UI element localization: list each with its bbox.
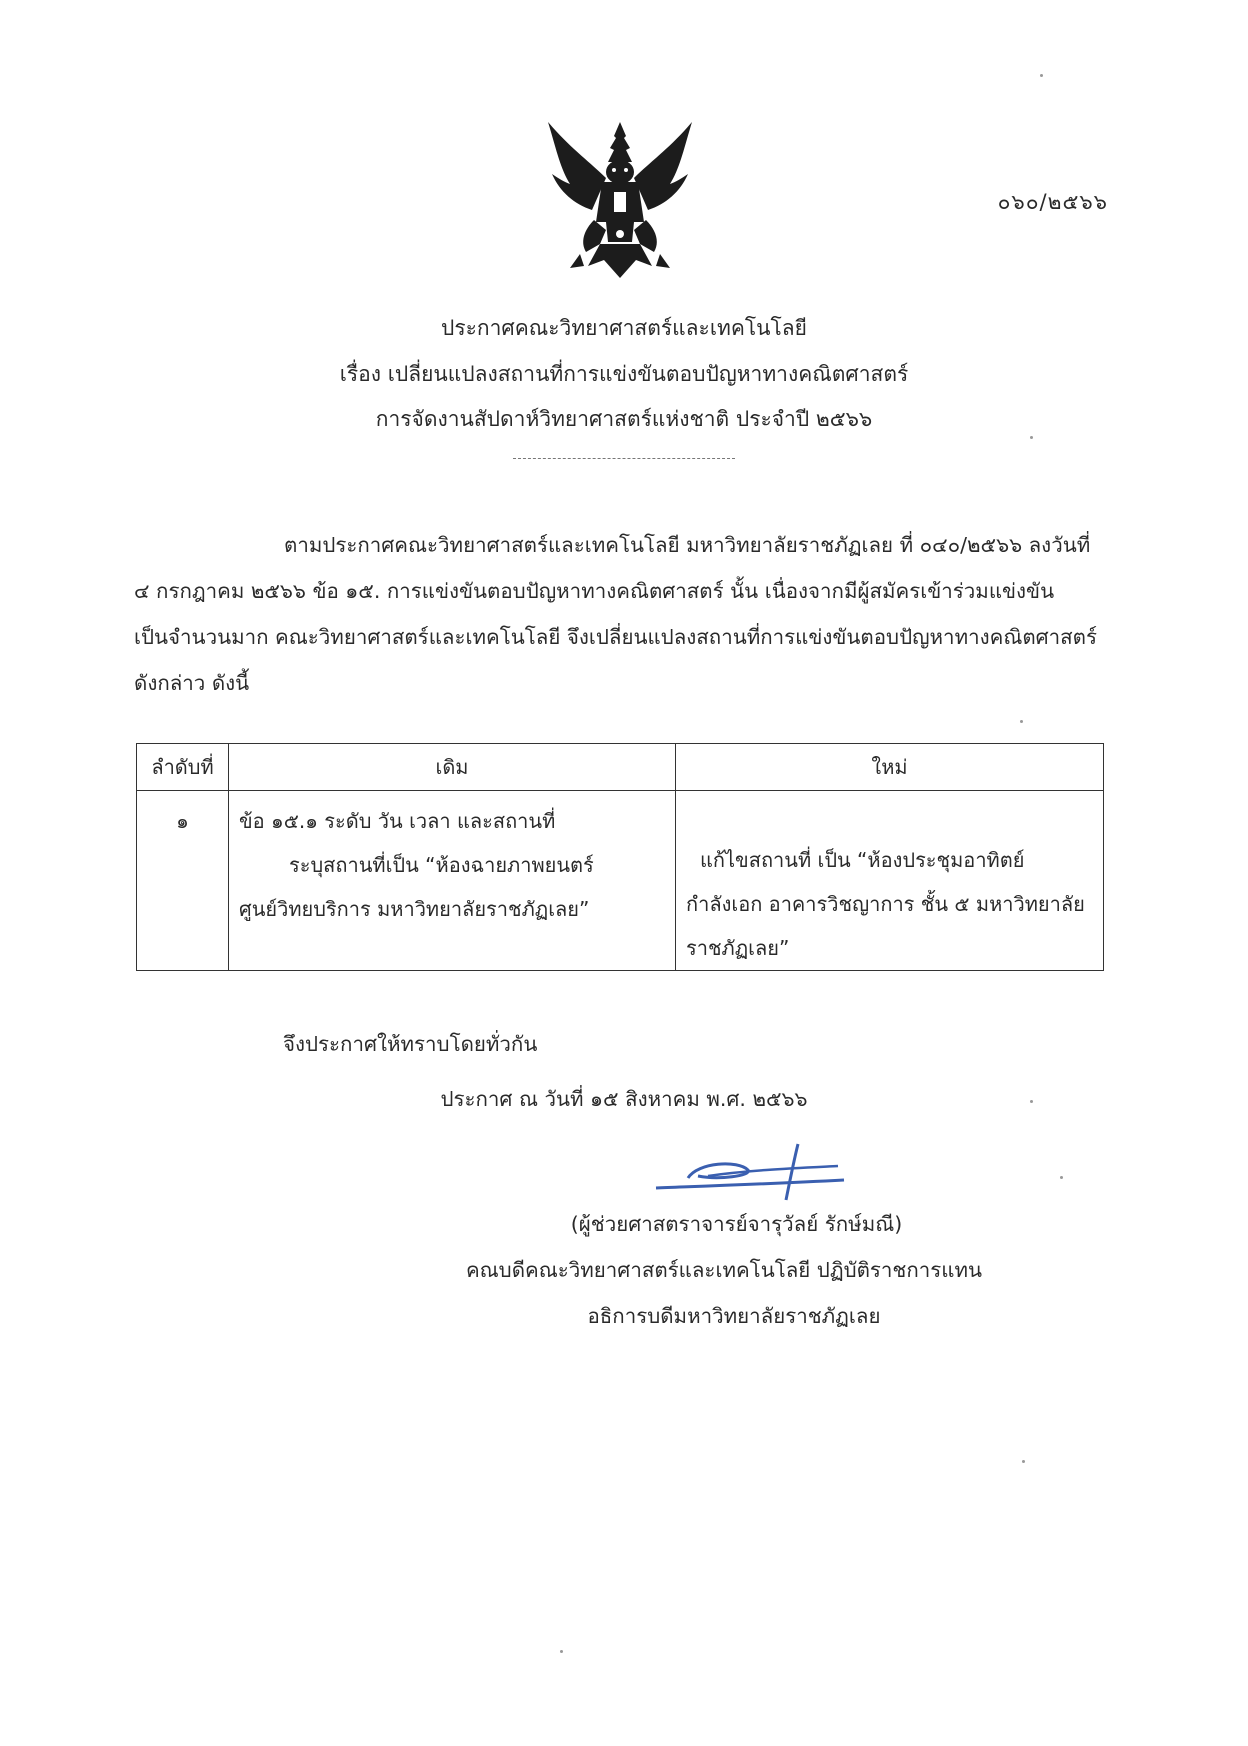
table-row xyxy=(137,791,1104,971)
scan-speck xyxy=(560,1650,563,1653)
header-no: ลำดับที่ xyxy=(137,744,229,791)
signatory-position: คณบดีคณะวิทยาศาสตร์และเทคโนโลยี ปฏิบัติราชการแทน xyxy=(465,1258,983,1282)
scan-speck xyxy=(1040,74,1043,77)
body-line: ตามประกาศคณะวิทยาศาสตร์และเทคโนโลยี มหาวิทยาลัยราชภัฏเลย ที่ ๐๔๐/๒๕๖๖ ลงวันที่ xyxy=(284,533,1091,557)
scan-speck xyxy=(1022,1460,1025,1463)
body-line: ๔ กรกฎาคม ๒๕๖๖ ข้อ ๑๕. การแข่งขันตอบปัญหาทางคณิตศาสตร์ นั้น เนื่องจากมีผู้สมัครเข้าร่วมแข่งขัน xyxy=(134,579,1055,603)
new-line: แก้ไขสถานที่ เป็น “ห้องประชุมอาทิตย์ xyxy=(700,848,1025,872)
scan-speck xyxy=(1030,436,1033,439)
old-line: ระบุสถานที่เป็น “ห้องฉายภาพยนตร์ xyxy=(289,853,594,877)
header-new: ใหม่ xyxy=(676,744,1104,791)
body-line: เป็นจำนวนมาก คณะวิทยาศาสตร์และเทคโนโลยี จึงเปลี่ยนแปลงสถานที่การแข่งขันตอบปัญหาทางคณิตศาสตร์ xyxy=(134,625,1098,649)
announcement-event: การจัดงานสัปดาห์วิทยาศาสตร์แห่งชาติ ประจำปี ๒๕๖๖ xyxy=(375,407,873,431)
announcement-title: ประกาศคณะวิทยาศาสตร์และเทคโนโลยี xyxy=(441,316,807,340)
location-change-table xyxy=(136,743,1104,971)
signatory-position-acting: อธิการบดีมหาวิทยาลัยราชภัฏเลย xyxy=(587,1304,881,1328)
old-line: ศูนย์วิทยบริการ มหาวิทยาลัยราชภัฏเลย” xyxy=(239,897,590,921)
body-paragraph xyxy=(134,522,1104,706)
new-location-cell xyxy=(676,791,1104,971)
scan-speck xyxy=(1020,720,1023,723)
closing-statement: จึงประกาศให้ทราบโดยทั่วกัน xyxy=(283,1032,538,1056)
header-old: เดิม xyxy=(229,744,676,791)
scan-speck xyxy=(1060,1176,1063,1179)
document-number: ๐๖๐/๒๕๖๖ xyxy=(997,190,1108,214)
signatory-name: (ผู้ช่วยศาสตราจารย์จารุวัลย์ รักษ์มณี) xyxy=(570,1212,903,1236)
old-location-cell xyxy=(229,791,676,971)
table-header-row xyxy=(137,744,1104,791)
new-line: กำลังเอก อาคารวิชญาการ ชั้น ๕ มหาวิทยาลัย xyxy=(686,892,1085,916)
handwritten-signature-icon xyxy=(648,1140,848,1202)
garuda-emblem-icon xyxy=(540,118,700,282)
scan-speck xyxy=(1030,1100,1033,1103)
row-number: ๑ xyxy=(137,791,229,971)
new-line: ราชภัฏเลย” xyxy=(686,936,790,960)
old-line: ข้อ ๑๕.๑ ระดับ วัน เวลา และสถานที่ xyxy=(239,809,556,833)
announcement-date: ประกาศ ณ วันที่ ๑๕ สิงหาคม พ.ศ. ๒๕๖๖ xyxy=(440,1087,808,1111)
announcement-subject: เรื่อง เปลี่ยนแปลงสถานที่การแข่งขันตอบปัญหาทางคณิตศาสตร์ xyxy=(339,362,909,386)
body-line: ดังกล่าว ดังนี้ xyxy=(134,671,250,695)
heading-divider xyxy=(513,458,735,459)
